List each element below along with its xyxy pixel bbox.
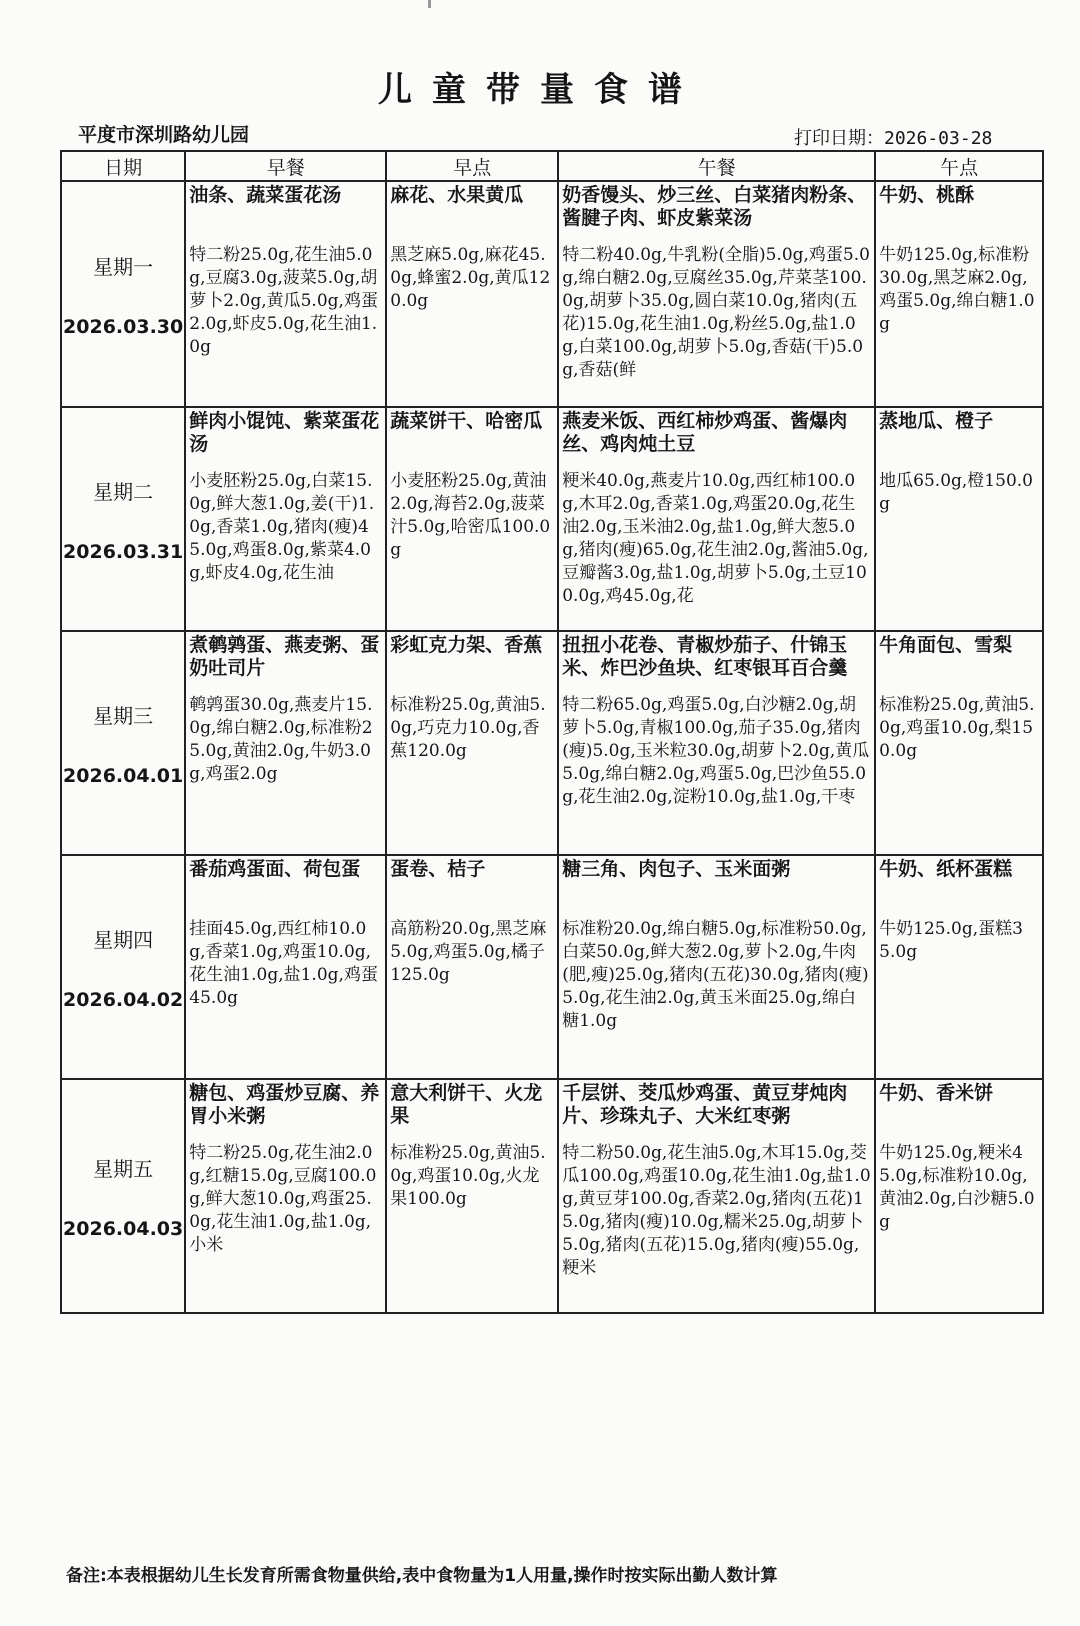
table-row [61,855,1043,1079]
afternoon-snack-cell [875,1079,1043,1313]
weekday-label: 星期五 [93,1156,154,1181]
morning-snack-cell [386,631,558,855]
morning-snack-cell [386,855,558,1079]
day-cell [61,855,185,1079]
morning-snack-cell [386,181,558,407]
dish-name: 番茄鸡蛋面、荷包蛋 [189,858,361,880]
date-label: 2026.04.02 [63,988,184,1011]
ingredients-text: 牛奶125.0g,蛋糕35.0g [879,919,1023,962]
dish-name: 扭扭小花卷、青椒炒茄子、什锦玉米、炸巴沙鱼块、红枣银耳百合羹 [562,634,848,679]
ingredients-text: 标准粉25.0g,黄油5.0g,鸡蛋10.0g,火龙果100.0g [390,1143,546,1209]
footnote: 备注:本表根据幼儿生长发育所需食物量供给,表中食物量为1人用量,操作时按实际出勤人数计算 [66,1566,778,1586]
dish-name: 牛奶、桃酥 [879,184,975,206]
table-row [61,181,1043,407]
table-row [61,1079,1043,1313]
weekday-label: 星期三 [93,703,154,728]
table-row [61,407,1043,631]
ingredients-text: 鹌鹑蛋30.0g,燕麦片15.0g,绵白糖2.0g,标准粉25.0g,黄油2.0g,牛奶3.0g,鸡蛋2.0g [189,695,373,784]
date-label: 2026.04.03 [63,1217,184,1240]
ingredients-text: 特二粉65.0g,鸡蛋5.0g,白沙糖2.0g,胡萝卜5.0g,青椒100.0g,茄子35.0g,猪肉(瘦)5.0g,玉米粒30.0g,胡萝卜2.0g,黄瓜5.0g,绵白糖2.0g,鸡蛋5.0g,巴沙鱼55.0g,花生油2.0g,淀粉10.0g,盐1.0g,干枣 [562,695,870,807]
weekday-label: 星期二 [93,479,154,504]
day-cell [61,181,185,407]
lunch-cell [558,631,875,855]
ingredients-text: 标准粉25.0g,黄油5.0g,鸡蛋10.0g,梨150.0g [879,695,1035,761]
date-label: 2026.03.30 [63,315,184,338]
dish-name: 彩虹克力架、香蕉 [390,634,543,656]
weekday-label: 星期一 [93,254,154,279]
breakfast-cell [185,855,386,1079]
punch-mark [428,0,431,8]
ingredients-text: 特二粉50.0g,花生油5.0g,木耳15.0g,茭瓜100.0g,鸡蛋10.0g,花生油1.0g,盐1.0g,黄豆芽100.0g,香菜2.0g,猪肉(五花)15.0g,猪肉(瘦)10.0g,糯米25.0g,胡萝卜5.0g,猪肉(五花)15.0g,猪肉(瘦)55.0g,粳米 [562,1143,871,1278]
date-label: 2026.04.01 [63,764,184,787]
header-afternoon-snack: 午点 [875,151,1043,181]
lunch-cell [558,181,875,407]
page-title: 儿童带量食谱 [378,70,702,110]
afternoon-snack-cell [875,631,1043,855]
dish-name: 牛奶、香米饼 [879,1082,994,1104]
ingredients-text: 标准粉25.0g,黄油5.0g,巧克力10.0g,香蕉120.0g [390,695,546,761]
ingredients-text: 特二粉25.0g,花生油2.0g,红糖15.0g,豆腐100.0g,鲜大葱10.0g,鸡蛋25.0g,花生油1.0g,盐1.0g,小米 [189,1143,377,1255]
dish-name: 千层饼、茭瓜炒鸡蛋、黄豆芽炖肉片、珍珠丸子、大米红枣粥 [562,1082,848,1127]
morning-snack-cell [386,407,558,631]
breakfast-cell [185,1079,386,1313]
breakfast-cell [185,631,386,855]
ingredients-text: 小麦胚粉25.0g,白菜15.0g,鲜大葱1.0g,姜(干)1.0g,香菜1.0g,猪肉(瘦)45.0g,鸡蛋8.0g,紫菜4.0g,虾皮4.0g,花生油 [189,471,375,583]
dish-name: 意大利饼干、火龙果 [390,1082,543,1127]
header-morning-snack: 早点 [386,151,558,181]
lunch-cell [558,855,875,1079]
ingredients-text: 特二粉25.0g,花生油5.0g,豆腐3.0g,菠菜5.0g,胡萝卜2.0g,黄瓜5.0g,鸡蛋2.0g,虾皮5.0g,花生油1.0g [189,245,378,357]
ingredients-text: 牛奶125.0g,标准粉30.0g,黑芝麻2.0g,鸡蛋5.0g,绵白糖1.0g [879,245,1035,334]
ingredients-text: 高筋粉20.0g,黑芝麻5.0g,鸡蛋5.0g,橘子125.0g [390,919,547,985]
dish-name: 蒸地瓜、橙子 [879,410,994,432]
dish-name: 煮鹌鹑蛋、燕麦粥、蛋奶吐司片 [189,634,380,679]
breakfast-cell [185,407,386,631]
day-cell [61,1079,185,1313]
lunch-cell [558,407,875,631]
header-breakfast: 早餐 [185,151,386,181]
dish-name: 牛奶、纸杯蛋糕 [879,858,1013,880]
menu-table [60,150,1044,1314]
afternoon-snack-cell [875,407,1043,631]
ingredients-text: 黑芝麻5.0g,麻花45.0g,蜂蜜2.0g,黄瓜120.0g [390,245,551,311]
dish-name: 麻花、水果黄瓜 [390,184,524,206]
dish-name: 奶香馒头、炒三丝、白菜猪肉粉条、酱腱子肉、虾皮紫菜汤 [562,184,867,229]
breakfast-cell [185,181,386,407]
school-name: 平度市深圳路幼儿园 [78,124,250,146]
afternoon-snack-cell [875,855,1043,1079]
ingredients-text: 地瓜65.0g,橙150.0g [879,471,1033,514]
ingredients-text: 小麦胚粉25.0g,黄油2.0g,海苔2.0g,菠菜汁5.0g,哈密瓜100.0g [390,471,551,560]
day-cell [61,631,185,855]
table-row [61,631,1043,855]
dish-name: 鲜肉小馄饨、紫菜蛋花汤 [189,410,380,455]
morning-snack-cell [386,1079,558,1313]
lunch-cell [558,1079,875,1313]
ingredients-text: 特二粉40.0g,牛乳粉(全脂)5.0g,鸡蛋5.0g,绵白糖2.0g,豆腐丝35.0g,芹菜茎100.0g,胡萝卜35.0g,圆白菜10.0g,猪肉(五花)15.0g,花生油1.0g,粉丝5.0g,盐1.0g,白菜100.0g,胡萝卜5.0g,香菇(干)5.0g,香菇(鲜 [562,245,870,380]
dish-name: 蔬菜饼干、哈密瓜 [390,410,543,432]
header-row [61,151,1043,181]
ingredients-text: 挂面45.0g,西红柿10.0g,香菜1.0g,鸡蛋10.0g,花生油1.0g,盐1.0g,鸡蛋45.0g [189,919,378,1008]
dish-name: 蛋卷、桔子 [390,858,486,880]
header-date: 日期 [61,151,185,181]
header-lunch: 午餐 [558,151,875,181]
print-date: 打印日期：2026-03-28 [794,128,993,149]
weekday-label: 星期四 [93,927,154,952]
dish-name: 燕麦米饭、西红柿炒鸡蛋、酱爆肉丝、鸡肉炖土豆 [562,410,848,455]
dish-name: 牛角面包、雪梨 [879,634,1013,656]
dish-name: 糖三角、肉包子、玉米面粥 [562,858,791,880]
dish-name: 油条、蔬菜蛋花汤 [189,184,342,206]
dish-name: 糖包、鸡蛋炒豆腐、养胃小米粥 [189,1082,380,1127]
day-cell [61,407,185,631]
ingredients-text: 标准粉20.0g,绵白糖5.0g,标准粉50.0g,白菜50.0g,鲜大葱2.0g,萝卜2.0g,牛肉(肥,瘦)25.0g,猪肉(五花)30.0g,猪肉(瘦)5.0g,花生油2.0g,黄玉米面25.0g,绵白糖1.0g [562,919,869,1031]
afternoon-snack-cell [875,181,1043,407]
ingredients-text: 粳米40.0g,燕麦片10.0g,西红柿100.0g,木耳2.0g,香菜1.0g,鸡蛋20.0g,花生油2.0g,玉米油2.0g,盐1.0g,鲜大葱5.0g,猪肉(瘦)65.0g,花生油2.0g,酱油5.0g,豆瓣酱3.0g,盐1.0g,胡萝卜5.0g,土豆100.0g,鸡45.0g,花 [562,471,869,606]
ingredients-text: 牛奶125.0g,粳米45.0g,标准粉10.0g,黄油2.0g,白沙糖5.0g [879,1143,1035,1232]
date-label: 2026.03.31 [63,540,184,563]
